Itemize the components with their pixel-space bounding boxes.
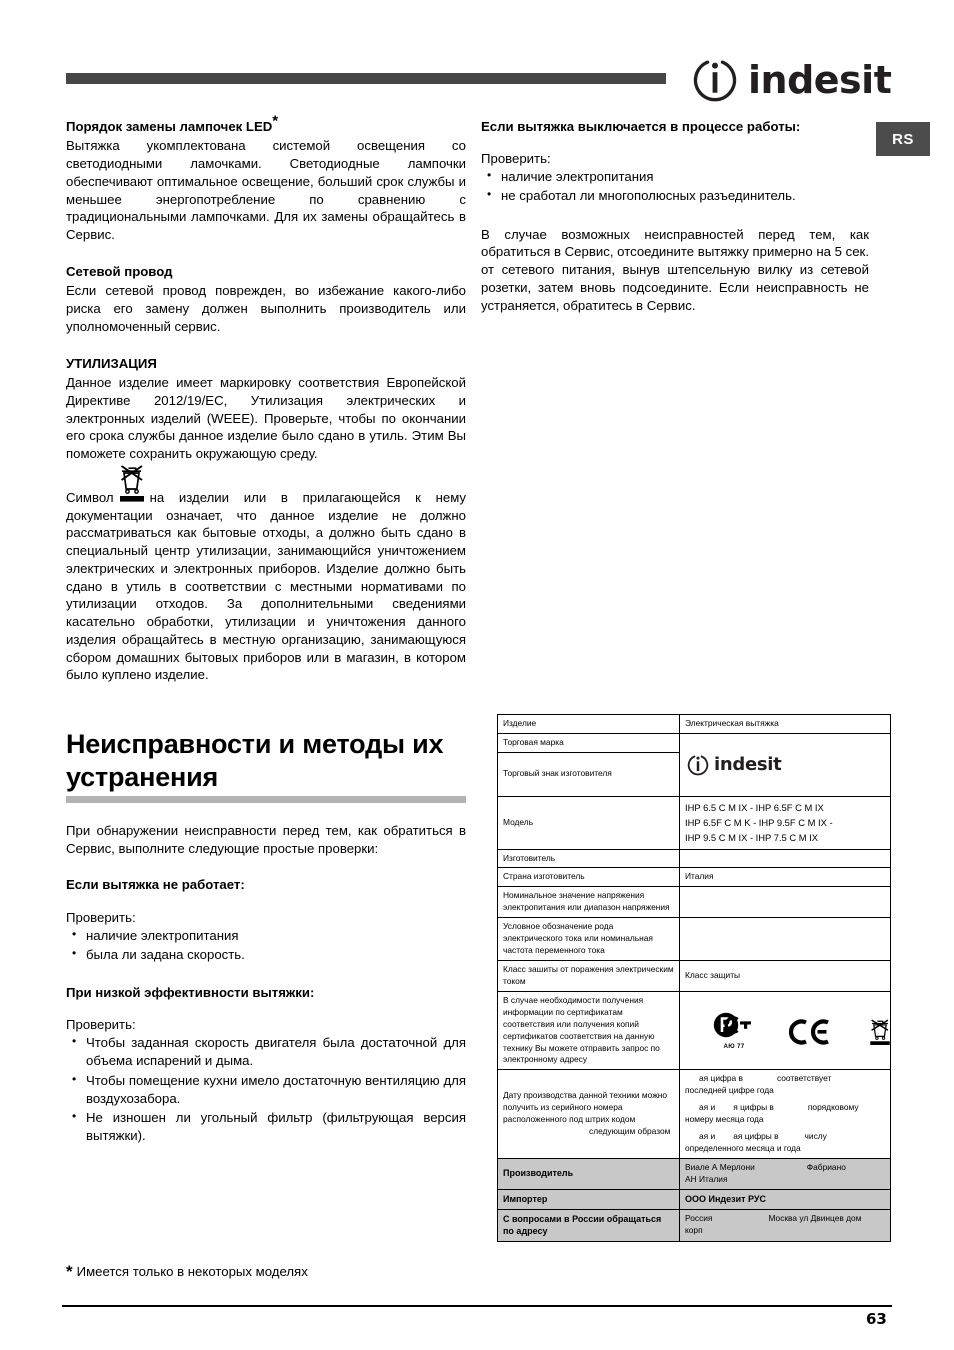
spec-key [498, 1070, 680, 1159]
spec-key: Страна изготовитель [498, 868, 680, 887]
indesit-logo [692, 57, 891, 103]
address-street: Москва ул Двинцев дом [768, 1213, 862, 1224]
date-rule [685, 1073, 885, 1097]
spec-value [680, 887, 891, 918]
symbol-label: Символ [66, 489, 114, 505]
model-line: IHP 6.5F C M K - IHP 9.5F C M IX - [685, 817, 833, 829]
date-rule-a2: ая цифры в [733, 1131, 779, 1142]
manufacturer-country: АН Италия [685, 1173, 728, 1184]
table-row [498, 1189, 891, 1209]
right-column [481, 118, 869, 314]
table-row [498, 991, 891, 1070]
list-item: • была ли задана скорость. [66, 946, 466, 964]
spec-value [680, 849, 891, 868]
footnote [66, 1262, 308, 1282]
spec-key-text: Дату производства данной техники можно получить из серийного номера расположенного под штрих кодом [503, 1090, 668, 1125]
language-badge: RS [876, 122, 930, 156]
indesit-circle-i-icon [687, 754, 709, 776]
case2-list [66, 1034, 466, 1145]
spec-value [680, 1158, 891, 1189]
table-row [498, 1070, 891, 1159]
footnote-text: Имеется только в некоторых моделях [76, 1264, 308, 1279]
shutdown-section-heading: Если вытяжка выключается в процессе работы: [481, 119, 801, 134]
date-rule-a2: я цифры в [733, 1102, 774, 1113]
spec-key: Производитель [498, 1158, 680, 1189]
table-row [498, 715, 891, 734]
troubleshooting-intro: При обнаружении неисправности перед тем, как обратиться в Сервис, выполните следующие простые проверки: [66, 822, 466, 856]
spec-value-logo [680, 733, 891, 796]
date-rule-c: номеру месяца года [685, 1114, 764, 1125]
led-section-body: Вытяжка укомплектована системой освещения со светодиодными ламочками. Светодиодные лампочки обеспечивают оптимальное освещение, больший срок службы и меньшее энергопотребление по сравнению с традициональными лампочками. Для их замены обращайтесь в Сервис. [66, 138, 466, 243]
date-rule-c: последней цифре года [685, 1085, 774, 1096]
spec-key: С вопросами в России обращаться по адресу [498, 1209, 680, 1242]
date-rule-b: порядковому [807, 1102, 859, 1113]
cert-ce [789, 1017, 833, 1047]
table-row [498, 918, 891, 961]
list-item: • Не изношен ли угольный фильтр (фильтрующая версия вытяжки). [66, 1109, 466, 1145]
header-rule [66, 73, 666, 84]
led-section-heading [66, 112, 466, 135]
manufacturer-name: Виале А Мерлони [685, 1161, 755, 1172]
date-rule [685, 1102, 885, 1126]
table-row [498, 961, 891, 992]
address-building: корп [685, 1225, 703, 1236]
title-rule [66, 796, 466, 803]
spec-value-model [680, 796, 891, 849]
product-spec-table [497, 714, 891, 1242]
disposal-section-heading: УТИЛИЗАЦИЯ [66, 355, 157, 371]
symbol-body-text: на изделии или в прилагающейся к нему документации означает, что данное изделие не должно рассматриваться как бытовые отходы, а должно быть сдано в специальный центр утилизации, занимающийся уничтожением электрических и электронных приборов. Изделие должно быть сдано в утиль в соответствии с местными нормативами по утилизации отходов. За дополнительными сведениями касательно обработки, утилизации и уничтожения данного изделия обращайтесь в местную организацию, занимающуюся сбором домашних бытовых приборов или в магазин, в котором было куплено изделие. [66, 489, 466, 683]
cert-caption: АЮ 77 [723, 1043, 745, 1051]
spec-key-tail: следующим образом [589, 1126, 671, 1137]
list-item: • Чтобы помещение кухни имело достаточную вентиляцию для воздухозабора. [66, 1072, 466, 1108]
spec-key: Условное обозначение рода электрического тока или номинальная частота переменного тока [498, 918, 680, 961]
spec-key: В случае необходимости получения информации по сертификатам соответствия или получения копий сертификатов соответствия на данную технику Вы можете отправить запрос по электронному адресу [498, 991, 680, 1070]
model-line: IHP 6.5 C M IX - IHP 6.5F C M IX [685, 801, 824, 813]
left-column [66, 112, 466, 1146]
spec-key: Номинальное значение напряжения электропитания или диапазон напряжения [498, 887, 680, 918]
weee-crossed-bin-icon [117, 491, 147, 504]
shutdown-body: В случае возможных неисправностей перед тем, как обратиться в Сервис, отсоедините вытяжку примерно на 5 сек. от сетевого питания, вынув штепсельную вилку из сетевой розетки, затем вновь подсоедините. Если неисправность не устраняется, обратитесь в Сервис. [481, 226, 869, 313]
page-title: Неисправности и методы их устранения [66, 729, 444, 792]
table-row [498, 887, 891, 918]
address-country: Россия [685, 1213, 713, 1224]
footer-rule [62, 1305, 892, 1307]
page-number: 63 [866, 1310, 887, 1328]
spec-key: Торговый знак изготовителя [498, 752, 680, 796]
table-row [498, 1158, 891, 1189]
spec-value [680, 1209, 891, 1242]
disposal-symbol-paragraph [66, 489, 466, 684]
brand-wordmark: indesit [748, 58, 892, 102]
table-row [498, 796, 891, 849]
spec-value: Электрическая вытяжка [680, 715, 891, 734]
disposal-section-body: Данное изделие имеет маркировку соответствия Европейской Директиве 2012/19/EC, Утилизация электрических и электронных изделий (WEEE). Проверьте, чтобы по окончании его срока службы данное изделие было сдано в утиль. Этим Вы поможете сохранить окружающую среду. [66, 375, 466, 462]
table-row [498, 1209, 891, 1242]
date-rule-b: соответствует [776, 1073, 832, 1084]
list-item: • Чтобы заданная скорость двигателя была достаточной для объема испарений и дыма. [66, 1034, 466, 1070]
case1-list [66, 927, 466, 964]
manufacturer-city: Фабриано [806, 1161, 846, 1172]
case1-lead: Проверить: [66, 909, 136, 925]
footnote-star: * [272, 112, 279, 130]
table-row [498, 733, 891, 752]
date-rule-a: ая и [699, 1131, 716, 1142]
indesit-circle-i-icon [692, 57, 738, 103]
spec-value-date [680, 1070, 891, 1159]
spec-value: ООО Индезит РУС [680, 1189, 891, 1209]
case2-heading: При низкой эффективности вытяжки: [66, 985, 315, 1000]
ce-mark-icon [789, 1017, 833, 1047]
brand-wordmark: indesit [714, 754, 782, 776]
weee-crossed-bin-icon [867, 1017, 893, 1047]
led-heading-text: Порядок замены лампочек LED [66, 119, 273, 134]
spec-key: Изготовитель [498, 849, 680, 868]
list-item: • наличие электропитания [481, 168, 869, 186]
spec-value: Класс защиты [680, 961, 891, 992]
pct-conformity-icon [713, 1011, 755, 1041]
spec-key: Класс зашиты от поражения электрическим током [498, 961, 680, 992]
spec-value [680, 918, 891, 961]
spec-key: Импортер [498, 1189, 680, 1209]
spec-key: Торговая марка [498, 733, 680, 752]
spec-value-certs [680, 991, 891, 1070]
list-item: • не сработал ли многополюсных разъединитель. [481, 187, 869, 205]
indesit-logo [685, 748, 885, 782]
spec-key: Изделие [498, 715, 680, 734]
list-item: • наличие электропитания [66, 927, 466, 945]
spec-value: Италия [680, 868, 891, 887]
case2-lead: Проверить: [66, 1017, 136, 1033]
table-row [498, 868, 891, 887]
shutdown-list [481, 168, 869, 205]
date-rule-a: ая и [699, 1102, 716, 1113]
table-row [498, 849, 891, 868]
cert-weee [867, 1017, 893, 1047]
cert-pct [713, 1011, 755, 1052]
cable-section-heading: Сетевой провод [66, 263, 173, 279]
cable-section-body: Если сетевой провод поврежден, во избежание какого-либо риска его замену должен выполнить производитель или уполномоченный сервис. [66, 283, 466, 334]
date-rule-b: числу [804, 1131, 827, 1142]
model-line: IHP 9.5 C M IX - IHP 7.5 C M IX [685, 832, 819, 844]
shutdown-lead: Проверить: [481, 151, 551, 167]
footnote-star: * [66, 1262, 73, 1281]
date-rule-a: ая цифра в [699, 1073, 743, 1084]
spec-key: Модель [498, 796, 680, 849]
case1-heading: Если вытяжка не работает: [66, 877, 245, 893]
date-rule-c: определенного месяца и года [685, 1142, 801, 1153]
date-rule [685, 1131, 885, 1155]
